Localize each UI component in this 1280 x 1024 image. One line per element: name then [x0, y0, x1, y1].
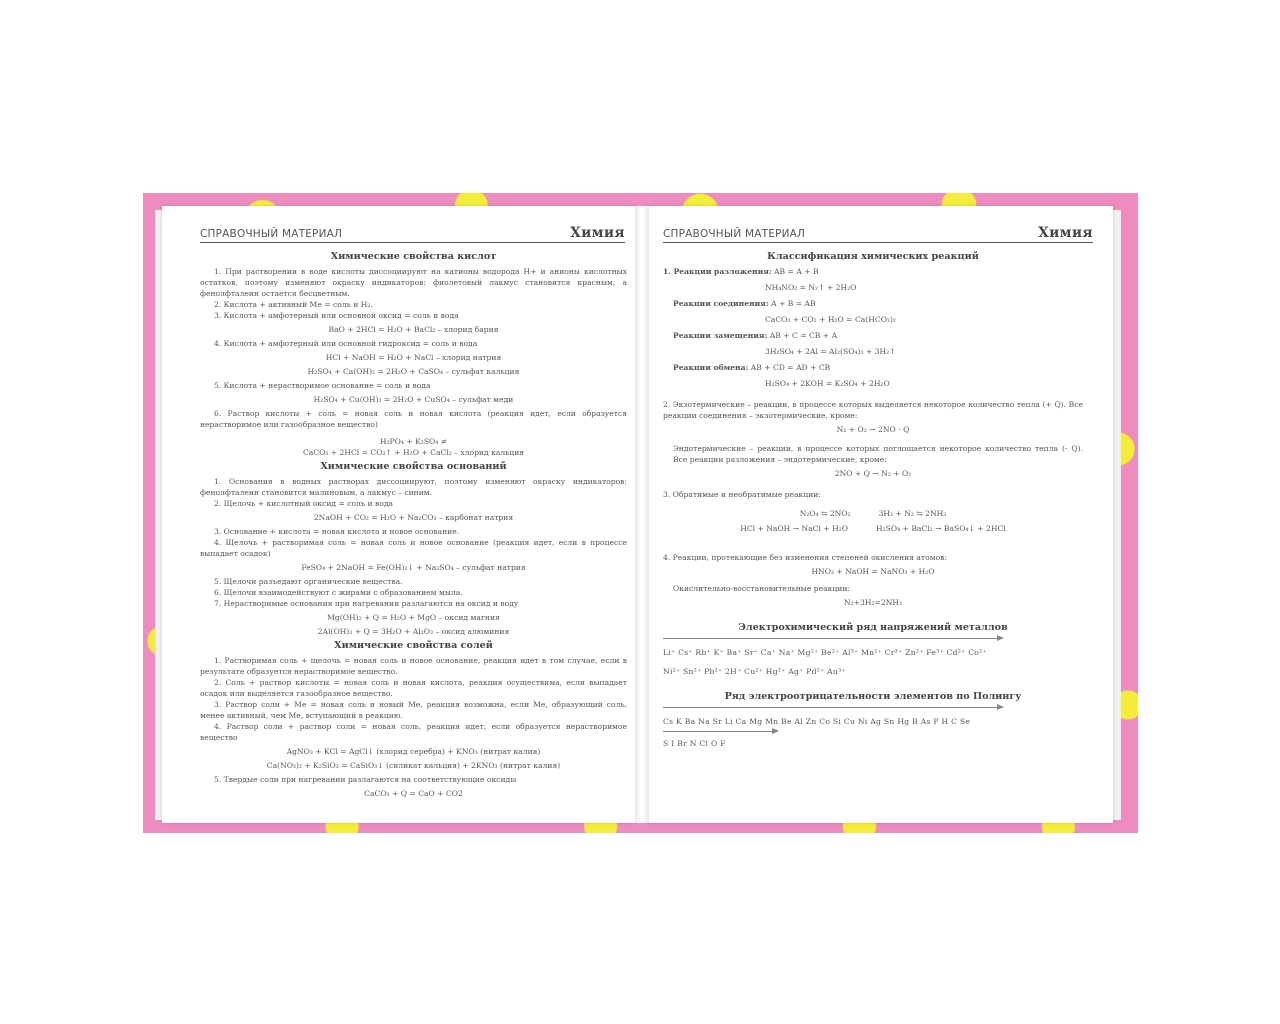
right-page [645, 206, 1113, 823]
equation: CaCO₃ + 2HCl = CO₂↑ + H₂O + CaCl₂ – хлорид кальция [302, 448, 525, 457]
equation: FeSO₄ + 2NaOH = Fe(OH)₂↓ + Na₂SO₄ – сульфат натрия [301, 563, 526, 572]
equation: BaO + 2HCl = H₂O + BaCl₂ – хлорид бария [328, 325, 499, 334]
equation: HNO₃ + NaOH = NaNO₃ + H₂O [811, 567, 935, 576]
reaction-scheme: A + B = AB [771, 299, 816, 308]
equation: 3H₂ + N₂ ⇆ 2NH₃ [878, 509, 947, 518]
paragraph: Окислительно-восстановительные реакции: [673, 584, 850, 593]
section-title: Химические свойства оснований [320, 461, 507, 472]
equation: N₂O₄ ⇆ 2NO₂ [799, 509, 851, 518]
reaction-label: Реакции замещения: [673, 331, 768, 340]
paragraph: 1. При растворении в воде кислоты диссоциируют на катионы водорода Н+ и анионы кислотных остатков, поэтому изменяют окраску индикаторов: фиолетовый лакмус становится красным, а фенолфталеин остается бесцветным. [200, 267, 627, 298]
arrow-line [663, 707, 1003, 708]
left-page [162, 206, 637, 823]
reaction-type [663, 330, 1083, 341]
equation: H₂SO₄ + Cu(OH)₂ = 2H₂O + CuSO₄ – сульфат меди [313, 395, 514, 404]
equation: H₃PO₄ + K₂SO₄ ≠ [379, 437, 448, 446]
equation: H₂SO₄ + 2KOH = K₂SO₄ + 2H₂O [765, 379, 890, 388]
paragraph: 7. Нерастворимые основания при нагревании разлагаются на оксид и воду [214, 599, 519, 608]
paragraph: 1. Основания в водных растворах диссоциируют, поэтому изменяют окраску индикаторов: фенолфталеин становится малиновым, а лакмус – синим. [200, 477, 627, 497]
paragraph: 4. Кислота + амфотерный или основной гидроксид = соль и вода [214, 339, 478, 348]
paragraph: 5. Щелочи разъедают органические вещества. [214, 577, 403, 586]
paragraph: 2. Кислота + активный Ме = соль и Н₂. [214, 300, 373, 309]
subject-title: Химия [1038, 225, 1093, 241]
metal-series-row: Li⁺ Cs⁺ Rb⁺ K⁺ Ba⁺ Sr⁺ Ca⁺ Na⁺ Mg²⁺ Be²⁺ Al³⁺ Mn²⁺ Cr³⁺ Zn²⁺ Fe³⁺ Cd²⁺ Co²⁺ [663, 648, 987, 657]
section-title: Ряд электроотрицательности элементов по Полингу [724, 691, 1022, 702]
reaction-scheme: AB + C = CB + A [769, 331, 838, 340]
reference-label: СПРАВОЧНЫЙ МАТЕРИАЛ [200, 228, 343, 240]
equation: Mg(OH)₂ + Q = H₂O + MgO – оксид магния [327, 613, 500, 622]
equation: N₂+3H₂=2NH₃ [843, 598, 903, 607]
reaction-label: Реакции соединения: [673, 299, 769, 308]
equation: NH₄NO₂ = N₂↑ + 2H₂O [765, 283, 857, 292]
paragraph: 5. Кислота + нерастворимое основание = соль и вода [214, 381, 431, 390]
reaction-type [663, 266, 1083, 277]
electronegativity-row: S I Br N Cl O F [663, 739, 726, 748]
paragraph: 3. Обратимые и необратимые реакции: [663, 490, 821, 499]
page-edge-right [1112, 210, 1121, 820]
equation: CaCO₃ + CO₂ + H₂O = Ca(HCO₃)₂ [765, 315, 896, 324]
arrow-line [663, 731, 778, 732]
section-title: Химические свойства кислот [330, 251, 497, 262]
paragraph: 4. Реакции, протекающие без изменения степеней окисления атомов: [663, 553, 948, 562]
equation: N₂ + O₂ → 2NO - Q [836, 425, 910, 434]
equation: 2NaOH + CO₂ = H₂O + Na₂CO₃ – карбонат натрия [313, 513, 514, 522]
equation: 3H₂SO₄ + 2Al = Al₂(SO₄)₃ + 3H₂↑ [765, 347, 896, 356]
paragraph: Эндотермические – реакции, в процессе которых поглощается некоторое количество тепла (- Q). Все реакции разложения – эндотермические, кроме: [673, 444, 1083, 464]
paragraph: 2. Соль + раствор кислоты = новая соль и новая кислота, реакция осуществима, если выпадает осадок или выделяется газообразное вещество. [200, 678, 627, 698]
equation: HCl + NaOH = H₂O + NaCl – хлорид натрия [325, 353, 502, 362]
arrow-line [663, 638, 1003, 639]
subject-title: Химия [570, 225, 625, 241]
paragraph: 4. Раствор соли + раствор соли = новая соль, реакция идет, если образуется нерастворимое вещество [200, 722, 627, 742]
equation: H₂SO₄ + Ca(OH)₂ = 2H₂O + CaSO₄ – сульфат кальция [307, 367, 520, 376]
reaction-type [663, 298, 1083, 309]
paragraph: 2. Экзотермические – реакции, в процессе которых выделяется некоторое количество тепла (+ Q). Все реакции соединения – экзотермические, кроме: [663, 400, 1083, 420]
paragraph: 2. Щелочь + кислотный оксид = соль и вода [214, 499, 394, 508]
paragraph: 3. Основание + кислота = новая кислота и новое основание. [214, 527, 460, 536]
equation: H₂SO₄ + BaCl₂ → BaSO₄↓ + 2HCl [876, 524, 1006, 533]
reaction-scheme: AB + CD = AD + CB [750, 363, 831, 372]
left-content [200, 248, 627, 802]
equation: CaCO₃ + Q = CaO + CO2 [364, 789, 463, 798]
equation-row [663, 508, 1083, 519]
equation: HCl + NaOH → NaCl + H₂O [740, 524, 848, 533]
equation-row [663, 523, 1083, 534]
right-content [663, 248, 1083, 752]
equation: Ca(NO₃)₂ + K₂SiO₃ = CaSiO₃↓ (силикат кальция) + 2KNO₃ (нитрат калия) [266, 761, 561, 770]
equation: 2NO + Q → N₂ + O₂ [834, 469, 912, 478]
paragraph: 1. Растворимая соль + щелочь = новая соль и новое основание, реакция идет в том случае, если в результате образуется нерастворимое вещество. [200, 656, 627, 676]
section-title: Химические свойства солей [334, 640, 493, 651]
metal-series-row: Ni²⁺ Sn²⁺ Pb²⁺ 2H⁺ Cu²⁺ Hg²⁺ Ag⁺ Pd²⁺ Au³⁺ [663, 667, 846, 676]
paragraph: 6. Щелочи взаимодействуют с жирами с образованием мыла. [214, 588, 463, 597]
equation: 2Al(OH)₃ + Q = 3H₂O + Al₂O₃ – оксид алюминия [317, 627, 510, 636]
paragraph: 3. Раствор соли + Ме = новая соль и новый Ме, реакция возможна, если Ме, образующий соль, менее активный, чем Ме, вступающий в реакцию. [200, 700, 627, 720]
section-title: Классификация химических реакций [767, 251, 979, 262]
reaction-label: Реакции обмена: [673, 363, 749, 372]
electronegativity-row: Cs K Ba Na Sr Li Ca Mg Mn Be Al Zn Co Si Cu Ni Ag Sn Hg B As P H C Se [663, 717, 971, 726]
paragraph: 5. Твердые соли при нагревании разлагаются на соответствующие оксиды [214, 775, 517, 784]
reaction-label: 1. Реакции разложения: [663, 267, 772, 276]
reaction-scheme: AB = A + B [774, 267, 819, 276]
page-header [663, 222, 1093, 243]
section-title: Электрохимический ряд напряжений металлов [738, 622, 1008, 633]
book-spine-gutter [635, 206, 649, 823]
paragraph: 6. Раствор кислоты + соль = новая соль и новая кислота (реакция идет, если образуется нерастворимое или газообразное вещество) [200, 409, 627, 429]
paragraph: 3. Кислота + амфотерный или основной оксид = соль и вода [214, 311, 459, 320]
paragraph: 4. Щелочь + растворимая соль = новая соль и новое основание (реакция идет, если в процессе выпадает осадок) [200, 538, 627, 558]
reaction-type [663, 362, 1083, 373]
page-header [200, 222, 625, 243]
reference-label: СПРАВОЧНЫЙ МАТЕРИАЛ [663, 228, 806, 240]
equation: AgNO₃ + KCl = AgCl↓ (хлорид серебра) + KNO₃ (нитрат калия) [286, 747, 541, 756]
